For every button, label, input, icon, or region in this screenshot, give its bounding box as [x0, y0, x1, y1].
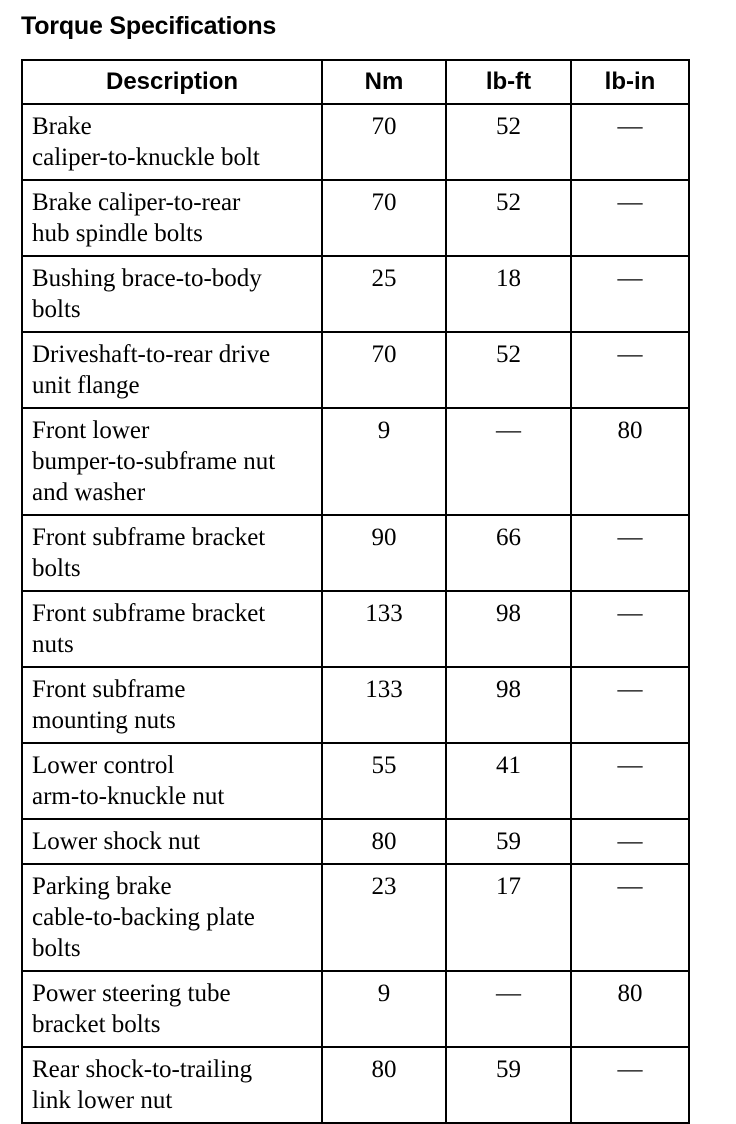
lb-ft-cell: 52: [446, 104, 571, 180]
description-line: Lower shock nut: [32, 828, 201, 855]
lb-ft-cell: —: [446, 971, 571, 1047]
lb-in-cell: —: [571, 332, 689, 408]
lb-in-cell: —: [571, 180, 689, 256]
nm-cell: 80: [322, 1047, 446, 1123]
nm-cell: 23: [322, 864, 446, 971]
torque-spec-table: [21, 59, 690, 1124]
description-line: hub spindle bolts: [32, 220, 203, 247]
description-line: bolts: [32, 935, 81, 962]
table-row: [22, 591, 689, 667]
description-line: Front subframe bracket: [32, 600, 266, 627]
lb-ft-cell: 59: [446, 1047, 571, 1123]
lb-in-cell: —: [571, 515, 689, 591]
description-cell: [22, 256, 322, 332]
table-row: [22, 1047, 689, 1123]
lb-in-cell: 80: [571, 408, 689, 515]
nm-cell: 70: [322, 180, 446, 256]
lb-in-cell: —: [571, 256, 689, 332]
table-row: [22, 667, 689, 743]
nm-cell: 9: [322, 971, 446, 1047]
description-line: caliper-to-knuckle bolt: [32, 144, 260, 171]
nm-cell: 133: [322, 667, 446, 743]
lb-ft-cell: 59: [446, 819, 571, 864]
table-row: [22, 971, 689, 1047]
description-cell: [22, 515, 322, 591]
lb-in-cell: —: [571, 667, 689, 743]
nm-cell: 133: [322, 591, 446, 667]
lb-ft-cell: 98: [446, 667, 571, 743]
table-row: [22, 864, 689, 971]
description-line: Brake caliper-to-rear: [32, 189, 241, 216]
page-title: Torque Specifications: [21, 12, 277, 40]
description-cell: [22, 971, 322, 1047]
description-line: cable-to-backing plate: [32, 904, 255, 931]
description-cell: [22, 180, 322, 256]
table-row: [22, 408, 689, 515]
lb-ft-cell: 17: [446, 864, 571, 971]
description-line: bumper-to-subframe nut: [32, 448, 276, 475]
description-line: bolts: [32, 555, 81, 582]
description-line: Power steering tube: [32, 980, 231, 1007]
lb-in-cell: —: [571, 864, 689, 971]
description-line: link lower nut: [32, 1087, 173, 1114]
lb-ft-cell: 18: [446, 256, 571, 332]
lb-ft-cell: 52: [446, 180, 571, 256]
description-line: Rear shock-to-trailing: [32, 1056, 253, 1083]
nm-cell: 70: [322, 104, 446, 180]
table-body: [22, 104, 689, 1123]
description-line: Parking brake: [32, 873, 172, 900]
lb-ft-cell: —: [446, 408, 571, 515]
description-line: Front lower: [32, 417, 150, 444]
lb-in-cell: —: [571, 819, 689, 864]
table-row: [22, 256, 689, 332]
description-line: Bushing brace-to-body: [32, 265, 262, 292]
table-row: [22, 332, 689, 408]
lb-in-cell: 80: [571, 971, 689, 1047]
description-line: nuts: [32, 631, 74, 658]
description-cell: [22, 743, 322, 819]
description-line: Lower control: [32, 752, 175, 779]
description-line: arm-to-knuckle nut: [32, 783, 225, 810]
nm-cell: 70: [322, 332, 446, 408]
lb-in-cell: —: [571, 104, 689, 180]
nm-cell: 55: [322, 743, 446, 819]
description-cell: [22, 1047, 322, 1123]
description-line: bolts: [32, 296, 81, 323]
table-row: [22, 819, 689, 864]
table-row: [22, 104, 689, 180]
lb-in-cell: —: [571, 591, 689, 667]
description-line: bracket bolts: [32, 1011, 161, 1038]
description-cell: [22, 667, 322, 743]
table-header-row: [22, 60, 689, 104]
description-line: mounting nuts: [32, 707, 176, 734]
nm-cell: 90: [322, 515, 446, 591]
table-row: [22, 180, 689, 256]
table-row: [22, 515, 689, 591]
lb-ft-cell: 66: [446, 515, 571, 591]
description-line: Driveshaft-to-rear drive: [32, 341, 271, 368]
nm-cell: 80: [322, 819, 446, 864]
description-cell: [22, 104, 322, 180]
lb-ft-cell: 52: [446, 332, 571, 408]
description-cell: [22, 408, 322, 515]
description-line: unit flange: [32, 372, 140, 399]
description-cell: [22, 332, 322, 408]
nm-cell: 9: [322, 408, 446, 515]
column-header-description: Description: [22, 60, 322, 104]
description-cell: [22, 819, 322, 864]
description-line: Brake: [32, 113, 92, 140]
description-line: Front subframe: [32, 676, 186, 703]
description-line: and washer: [32, 479, 146, 506]
description-cell: [22, 864, 322, 971]
column-header-lb-in: lb-in: [571, 60, 689, 104]
column-header-nm: Nm: [322, 60, 446, 104]
lb-ft-cell: 98: [446, 591, 571, 667]
lb-in-cell: —: [571, 743, 689, 819]
description-cell: [22, 591, 322, 667]
description-line: Front subframe bracket: [32, 524, 266, 551]
lb-ft-cell: 41: [446, 743, 571, 819]
table-row: [22, 743, 689, 819]
nm-cell: 25: [322, 256, 446, 332]
lb-in-cell: —: [571, 1047, 689, 1123]
column-header-lb-ft: lb-ft: [446, 60, 571, 104]
